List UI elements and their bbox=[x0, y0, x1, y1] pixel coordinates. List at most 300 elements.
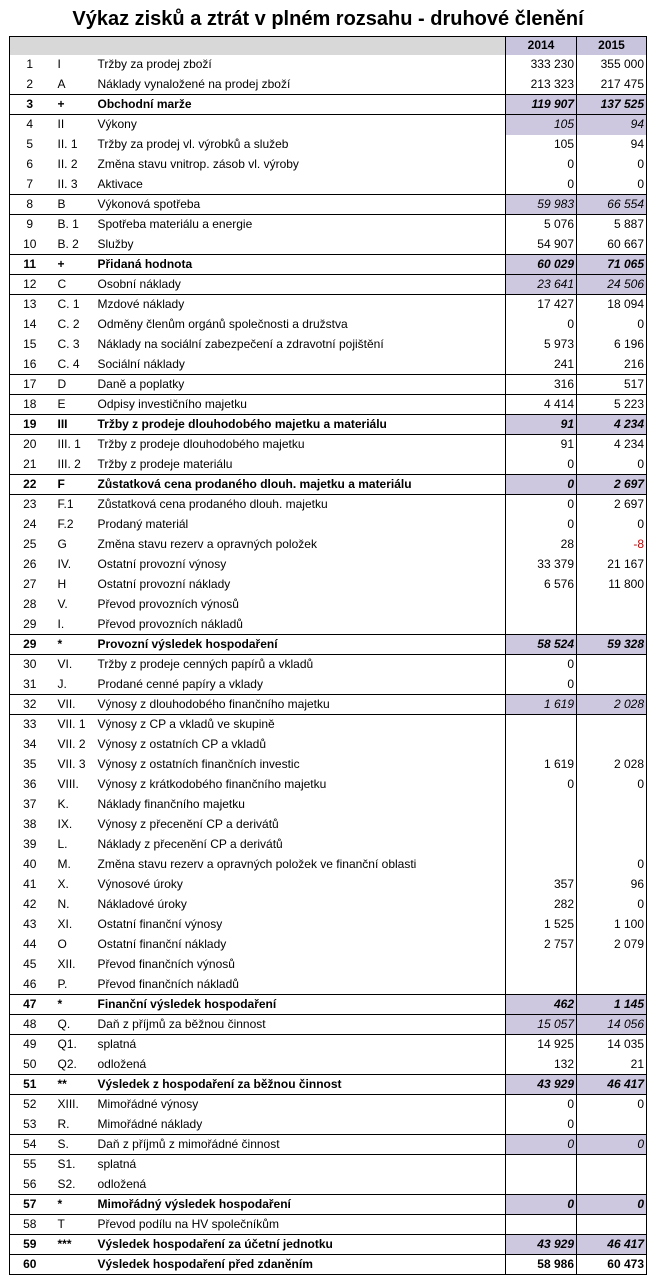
value-2015 bbox=[577, 655, 647, 675]
value-2015: 517 bbox=[577, 375, 647, 395]
table-row bbox=[10, 735, 647, 755]
header-blank bbox=[95, 37, 506, 55]
value-2014: 0 bbox=[506, 175, 577, 195]
table-row bbox=[10, 1015, 647, 1035]
table-row bbox=[10, 255, 647, 275]
value-2015: 21 167 bbox=[577, 555, 647, 575]
row-label: Osobní náklady bbox=[95, 275, 506, 295]
value-2015 bbox=[577, 1215, 647, 1235]
table-row bbox=[10, 855, 647, 875]
table-row bbox=[10, 275, 647, 295]
value-2015 bbox=[577, 975, 647, 995]
row-number: 48 bbox=[10, 1015, 50, 1035]
value-2014: 14 925 bbox=[506, 1035, 577, 1055]
row-label: Změna stavu vnitrop. zásob vl. výroby bbox=[97, 157, 299, 171]
value-2015: 24 506 bbox=[577, 275, 647, 295]
row-label: Tržby z prodeje dlouhodobého majetku a materiálu bbox=[95, 415, 506, 435]
row-number: 7 bbox=[26, 176, 34, 191]
value-2014 bbox=[506, 975, 577, 995]
row-code: + bbox=[50, 255, 95, 275]
value-2015: 5 223 bbox=[577, 395, 647, 415]
row-code: C bbox=[50, 275, 95, 295]
row-label: Ostatní provozní náklady bbox=[97, 577, 231, 591]
row-number: 3 bbox=[10, 95, 50, 115]
row-code: III. 2 bbox=[57, 456, 81, 471]
table-row bbox=[10, 575, 647, 595]
row-code: N. bbox=[57, 897, 70, 911]
value-2015 bbox=[577, 595, 647, 615]
value-2014: 1 525 bbox=[506, 915, 577, 935]
row-label: Převod finančních nákladů bbox=[97, 976, 239, 991]
row-code: K. bbox=[57, 797, 69, 811]
value-2015 bbox=[577, 1175, 647, 1195]
table-row bbox=[10, 355, 647, 375]
value-2015 bbox=[577, 1115, 647, 1135]
row-code: I bbox=[57, 57, 61, 71]
value-2014: 357 bbox=[506, 875, 577, 895]
value-2014 bbox=[506, 835, 577, 855]
row-code: C. 2 bbox=[57, 317, 80, 331]
value-2014: 316 bbox=[506, 375, 577, 395]
row-label: Ostatní finanční výnosy bbox=[97, 917, 223, 931]
row-code: II. 1 bbox=[57, 137, 78, 151]
value-2014: 59 983 bbox=[506, 195, 577, 215]
row-number: 29 bbox=[10, 635, 50, 655]
table-row bbox=[10, 615, 647, 635]
row-code: III bbox=[50, 415, 95, 435]
row-label: Ostatní finanční náklady bbox=[97, 937, 227, 951]
row-code bbox=[50, 1255, 95, 1275]
row-number: 58 bbox=[10, 1215, 50, 1235]
row-number: 17 bbox=[10, 375, 50, 395]
table-row bbox=[10, 655, 647, 675]
table-row bbox=[10, 1195, 647, 1215]
row-label: Tržby z prodeje cenných papírů a vkladů bbox=[95, 655, 506, 675]
row-code: C. 1 bbox=[50, 295, 95, 315]
value-2015: 137 525 bbox=[577, 95, 647, 115]
table-row bbox=[10, 1115, 647, 1135]
value-2014 bbox=[506, 735, 577, 755]
table-row bbox=[10, 1095, 647, 1115]
value-2015: -8 bbox=[577, 535, 647, 555]
table-row bbox=[10, 515, 647, 535]
row-number: 37 bbox=[23, 797, 37, 811]
row-number: 27 bbox=[23, 577, 37, 591]
row-number: 53 bbox=[23, 1116, 37, 1131]
row-number: 40 bbox=[23, 857, 37, 871]
value-2015: 0 bbox=[577, 155, 647, 175]
value-2015: 2 079 bbox=[577, 935, 647, 955]
row-number: 11 bbox=[10, 255, 50, 275]
table-row bbox=[10, 475, 647, 495]
row-number: 2 bbox=[26, 76, 34, 91]
value-2014: 33 379 bbox=[506, 555, 577, 575]
row-label: Spotřeba materiálu a energie bbox=[95, 215, 506, 235]
row-code: * bbox=[50, 995, 95, 1015]
row-number: 31 bbox=[23, 676, 37, 691]
value-2014: 0 bbox=[506, 1195, 577, 1215]
row-code: F.1 bbox=[50, 495, 95, 515]
value-2014: 5 076 bbox=[506, 215, 577, 235]
table-row bbox=[10, 335, 647, 355]
value-2015: 0 bbox=[577, 1095, 647, 1115]
row-number: 28 bbox=[23, 597, 37, 611]
value-2014: 0 bbox=[506, 775, 577, 795]
table-row bbox=[10, 995, 647, 1015]
row-code: I. bbox=[57, 616, 65, 631]
value-2014: 1 619 bbox=[506, 695, 577, 715]
row-label: Náklady vynaložené na prodej zboží bbox=[97, 76, 291, 91]
value-2014 bbox=[506, 855, 577, 875]
row-label: Prodaný materiál bbox=[97, 517, 189, 531]
year-2015-header: 2015 bbox=[577, 37, 647, 55]
row-number: 30 bbox=[10, 655, 50, 675]
row-number: 6 bbox=[26, 157, 34, 171]
row-number: 14 bbox=[23, 317, 37, 331]
table-row bbox=[10, 155, 647, 175]
value-2014: 0 bbox=[506, 155, 577, 175]
row-code: II. 3 bbox=[57, 176, 78, 191]
row-code: L. bbox=[57, 837, 68, 851]
table-row bbox=[10, 535, 647, 555]
row-number: 12 bbox=[10, 275, 50, 295]
row-label: Tržby za prodej zboží bbox=[97, 57, 212, 71]
value-2014: 282 bbox=[506, 895, 577, 915]
row-label: Převod podílu na HV společníkům bbox=[95, 1215, 506, 1235]
row-number: 33 bbox=[10, 715, 50, 735]
table-row bbox=[10, 195, 647, 215]
value-2014: 105 bbox=[506, 115, 577, 135]
value-2015: 60 667 bbox=[577, 235, 647, 255]
row-code: B. 1 bbox=[50, 215, 95, 235]
value-2015: 94 bbox=[577, 115, 647, 135]
row-number: 42 bbox=[23, 897, 37, 911]
value-2014 bbox=[506, 715, 577, 735]
row-number: 23 bbox=[10, 495, 50, 515]
row-label: Mimořádný výsledek hospodaření bbox=[95, 1195, 506, 1215]
table-row bbox=[10, 1235, 647, 1255]
row-label: Změna stavu rezerv a opravných položek ve finanční oblasti bbox=[97, 857, 417, 871]
row-label: Výnosy z dlouhodobého finančního majetku bbox=[95, 695, 506, 715]
value-2014: 23 641 bbox=[506, 275, 577, 295]
table-row bbox=[10, 895, 647, 915]
value-2014: 0 bbox=[506, 515, 577, 535]
table-row bbox=[10, 795, 647, 815]
value-2014: 15 057 bbox=[506, 1015, 577, 1035]
row-number: 46 bbox=[23, 976, 37, 991]
row-label: Náklady na sociální zabezpečení a zdravotní pojištění bbox=[97, 337, 384, 351]
row-number: 25 bbox=[23, 537, 37, 551]
row-code: A bbox=[57, 76, 66, 91]
value-2015: 5 887 bbox=[577, 215, 647, 235]
row-code: VI. bbox=[50, 655, 95, 675]
row-number: 57 bbox=[10, 1195, 50, 1215]
row-code: * bbox=[50, 1195, 95, 1215]
value-2014 bbox=[506, 955, 577, 975]
value-2015 bbox=[577, 675, 647, 695]
row-code: E bbox=[50, 395, 95, 415]
value-2014: 0 bbox=[506, 675, 577, 695]
row-number: 29 bbox=[23, 616, 37, 631]
row-label: Mimořádné výnosy bbox=[95, 1095, 506, 1115]
row-label: Ostatní provozní výnosy bbox=[97, 557, 227, 571]
row-code: Q1. bbox=[50, 1035, 95, 1055]
value-2014: 58 524 bbox=[506, 635, 577, 655]
table-row bbox=[10, 435, 647, 455]
value-2015 bbox=[577, 735, 647, 755]
value-2015: 60 473 bbox=[577, 1255, 647, 1275]
row-code: VIII. bbox=[57, 777, 79, 791]
value-2015: 46 417 bbox=[577, 1235, 647, 1255]
row-label: Přidaná hodnota bbox=[95, 255, 506, 275]
value-2014: 0 bbox=[506, 315, 577, 335]
value-2015: 71 065 bbox=[577, 255, 647, 275]
row-code: B bbox=[50, 195, 95, 215]
value-2015: 6 196 bbox=[577, 335, 647, 355]
row-code: VII. bbox=[50, 695, 95, 715]
row-label: Výsledek hospodaření za účetní jednotku bbox=[95, 1235, 506, 1255]
row-code: *** bbox=[50, 1235, 95, 1255]
row-number: 15 bbox=[23, 337, 37, 351]
row-code: IV. bbox=[57, 557, 72, 571]
row-label: Zůstatková cena prodaného dlouh. majetku a materiálu bbox=[95, 475, 506, 495]
value-2014: 28 bbox=[506, 535, 577, 555]
row-code: XIII. bbox=[50, 1095, 95, 1115]
value-2015: 217 475 bbox=[577, 75, 647, 95]
value-2015: 0 bbox=[577, 175, 647, 195]
value-2015: 216 bbox=[577, 355, 647, 375]
row-label: Daně a poplatky bbox=[95, 375, 506, 395]
header-row bbox=[10, 37, 647, 55]
row-label: Výnosové úroky bbox=[97, 877, 183, 891]
row-label: Sociální náklady bbox=[97, 356, 185, 371]
row-number: 54 bbox=[10, 1135, 50, 1155]
value-2015: 59 328 bbox=[577, 635, 647, 655]
value-2015: 2 028 bbox=[577, 695, 647, 715]
row-number: 26 bbox=[23, 557, 37, 571]
row-code: II bbox=[50, 115, 95, 135]
value-2014: 333 230 bbox=[506, 55, 577, 75]
value-2014: 60 029 bbox=[506, 255, 577, 275]
table-row bbox=[10, 755, 647, 775]
value-2015: 66 554 bbox=[577, 195, 647, 215]
table-row bbox=[10, 1155, 647, 1175]
value-2014 bbox=[506, 595, 577, 615]
row-number: 49 bbox=[10, 1035, 50, 1055]
value-2015: 14 035 bbox=[577, 1035, 647, 1055]
row-label: Výkony bbox=[95, 115, 506, 135]
row-number: 10 bbox=[23, 236, 37, 251]
row-code: F.2 bbox=[57, 517, 74, 531]
table-row bbox=[10, 635, 647, 655]
value-2015: 2 697 bbox=[577, 475, 647, 495]
header-blank bbox=[50, 37, 95, 55]
year-2014-header: 2014 bbox=[506, 37, 577, 55]
row-code: J. bbox=[57, 676, 67, 691]
value-2015: 1 100 bbox=[577, 915, 647, 935]
value-2015: 1 145 bbox=[577, 995, 647, 1015]
value-2015: 2 697 bbox=[577, 495, 647, 515]
value-2014: 213 323 bbox=[506, 75, 577, 95]
row-label: splatná bbox=[95, 1035, 506, 1055]
row-code: * bbox=[50, 635, 95, 655]
table-row bbox=[10, 815, 647, 835]
row-code: G bbox=[57, 537, 67, 551]
row-code: B. 2 bbox=[57, 236, 79, 251]
row-code: S1. bbox=[50, 1155, 95, 1175]
row-label: Obchodní marže bbox=[95, 95, 506, 115]
value-2014 bbox=[506, 815, 577, 835]
table-row bbox=[10, 375, 647, 395]
row-number: 38 bbox=[23, 817, 37, 831]
value-2015: 11 800 bbox=[577, 575, 647, 595]
value-2014 bbox=[506, 1175, 577, 1195]
table-row bbox=[10, 1175, 647, 1195]
value-2014 bbox=[506, 795, 577, 815]
value-2015 bbox=[577, 795, 647, 815]
table-row bbox=[10, 315, 647, 335]
value-2015: 18 094 bbox=[577, 295, 647, 315]
row-code: XII. bbox=[57, 957, 76, 971]
row-code: H bbox=[57, 577, 67, 591]
row-number: 55 bbox=[10, 1155, 50, 1175]
row-code: VII. 1 bbox=[50, 715, 95, 735]
table-row bbox=[10, 1135, 647, 1155]
row-number: 44 bbox=[23, 937, 37, 951]
row-code: V. bbox=[57, 597, 68, 611]
value-2015: 4 234 bbox=[577, 415, 647, 435]
row-label: splatná bbox=[95, 1155, 506, 1175]
row-label: Odměny členům orgánů společnosti a družstva bbox=[97, 317, 348, 331]
value-2015 bbox=[577, 715, 647, 735]
table-row bbox=[10, 1215, 647, 1235]
row-code: S. bbox=[50, 1135, 95, 1155]
table-row bbox=[10, 695, 647, 715]
table-body bbox=[10, 55, 647, 1275]
table-row bbox=[10, 675, 647, 695]
value-2015 bbox=[577, 955, 647, 975]
table-row bbox=[10, 1035, 647, 1055]
value-2014: 43 929 bbox=[506, 1235, 577, 1255]
value-2015 bbox=[577, 815, 647, 835]
row-label: Mimořádné náklady bbox=[97, 1116, 203, 1131]
row-code: XI. bbox=[57, 917, 73, 931]
value-2015: 94 bbox=[577, 135, 647, 155]
table-row bbox=[10, 1055, 647, 1075]
row-number: 43 bbox=[23, 917, 37, 931]
row-number: 60 bbox=[10, 1255, 50, 1275]
header-blank bbox=[10, 37, 50, 55]
table-row bbox=[10, 915, 647, 935]
row-label: Prodané cenné papíry a vklady bbox=[97, 676, 263, 691]
value-2015 bbox=[577, 615, 647, 635]
row-number: 1 bbox=[26, 57, 34, 71]
table-row bbox=[10, 775, 647, 795]
value-2014: 2 757 bbox=[506, 935, 577, 955]
row-number: 22 bbox=[10, 475, 50, 495]
row-code: R. bbox=[57, 1116, 70, 1131]
table-row bbox=[10, 955, 647, 975]
value-2014: 241 bbox=[506, 355, 577, 375]
table-row bbox=[10, 455, 647, 475]
value-2015: 0 bbox=[577, 1135, 647, 1155]
row-number: 9 bbox=[10, 215, 50, 235]
row-label: Finanční výsledek hospodaření bbox=[95, 995, 506, 1015]
row-label: Odpisy investičního majetku bbox=[95, 395, 506, 415]
income-statement-table bbox=[9, 36, 647, 1275]
value-2015: 0 bbox=[577, 515, 647, 535]
row-number: 13 bbox=[10, 295, 50, 315]
row-number: 16 bbox=[23, 356, 37, 371]
row-label: Výnosy z ostatních finančních investic bbox=[97, 757, 300, 771]
row-number: 56 bbox=[23, 1176, 37, 1191]
row-label: Mzdové náklady bbox=[95, 295, 506, 315]
value-2015: 14 056 bbox=[577, 1015, 647, 1035]
row-number: 8 bbox=[10, 195, 50, 215]
table-row bbox=[10, 975, 647, 995]
row-code: X. bbox=[57, 877, 69, 891]
table-row bbox=[10, 115, 647, 135]
value-2015: 0 bbox=[577, 315, 647, 335]
row-label: Výnosy z přecenění CP a derivátů bbox=[97, 817, 279, 831]
row-code: O bbox=[57, 937, 67, 951]
value-2015 bbox=[577, 835, 647, 855]
row-code: VII. 3 bbox=[57, 757, 86, 771]
value-2014: 0 bbox=[506, 475, 577, 495]
row-number: 35 bbox=[23, 757, 37, 771]
table-row bbox=[10, 55, 647, 75]
row-label: Tržby z prodeje dlouhodobého majetku bbox=[95, 435, 506, 455]
row-code: T bbox=[50, 1215, 95, 1235]
row-number: 5 bbox=[26, 137, 34, 151]
row-number: 59 bbox=[10, 1235, 50, 1255]
row-number: 39 bbox=[23, 837, 37, 851]
table-row bbox=[10, 135, 647, 155]
value-2014 bbox=[506, 1155, 577, 1175]
value-2015: 46 417 bbox=[577, 1075, 647, 1095]
row-label: Provozní výsledek hospodaření bbox=[95, 635, 506, 655]
row-label: Převod provozních výnosů bbox=[97, 597, 239, 611]
row-number: 21 bbox=[23, 456, 37, 471]
value-2014: 91 bbox=[506, 415, 577, 435]
row-label: Tržby za prodej vl. výrobků a služeb bbox=[97, 137, 289, 151]
value-2014 bbox=[506, 1215, 577, 1235]
row-code: ** bbox=[50, 1075, 95, 1095]
row-number: 34 bbox=[23, 737, 37, 751]
row-label: odložená bbox=[97, 1176, 147, 1191]
value-2014: 17 427 bbox=[506, 295, 577, 315]
row-label: Nákladové úroky bbox=[97, 897, 187, 911]
row-label: Daň z příjmů z mimořádné činnost bbox=[95, 1135, 506, 1155]
table-row bbox=[10, 935, 647, 955]
row-label: Výsledek z hospodaření za běžnou činnost bbox=[95, 1075, 506, 1095]
row-label: Daň z příjmů za běžnou činnost bbox=[95, 1015, 506, 1035]
row-label: Výnosy z krátkodobého finančního majetku bbox=[97, 777, 327, 791]
row-label: Náklady finančního majetku bbox=[97, 797, 245, 811]
table-row bbox=[10, 295, 647, 315]
row-code: F bbox=[50, 475, 95, 495]
row-number: 52 bbox=[10, 1095, 50, 1115]
row-code: VII. 2 bbox=[57, 737, 86, 751]
row-code: C. 3 bbox=[57, 337, 80, 351]
value-2014: 0 bbox=[506, 495, 577, 515]
row-number: 18 bbox=[10, 395, 50, 415]
table-row bbox=[10, 175, 647, 195]
row-label: Služby bbox=[97, 236, 134, 251]
value-2014: 91 bbox=[506, 435, 577, 455]
row-code: Q. bbox=[50, 1015, 95, 1035]
row-label: Výsledek hospodaření před zdaněním bbox=[95, 1255, 506, 1275]
